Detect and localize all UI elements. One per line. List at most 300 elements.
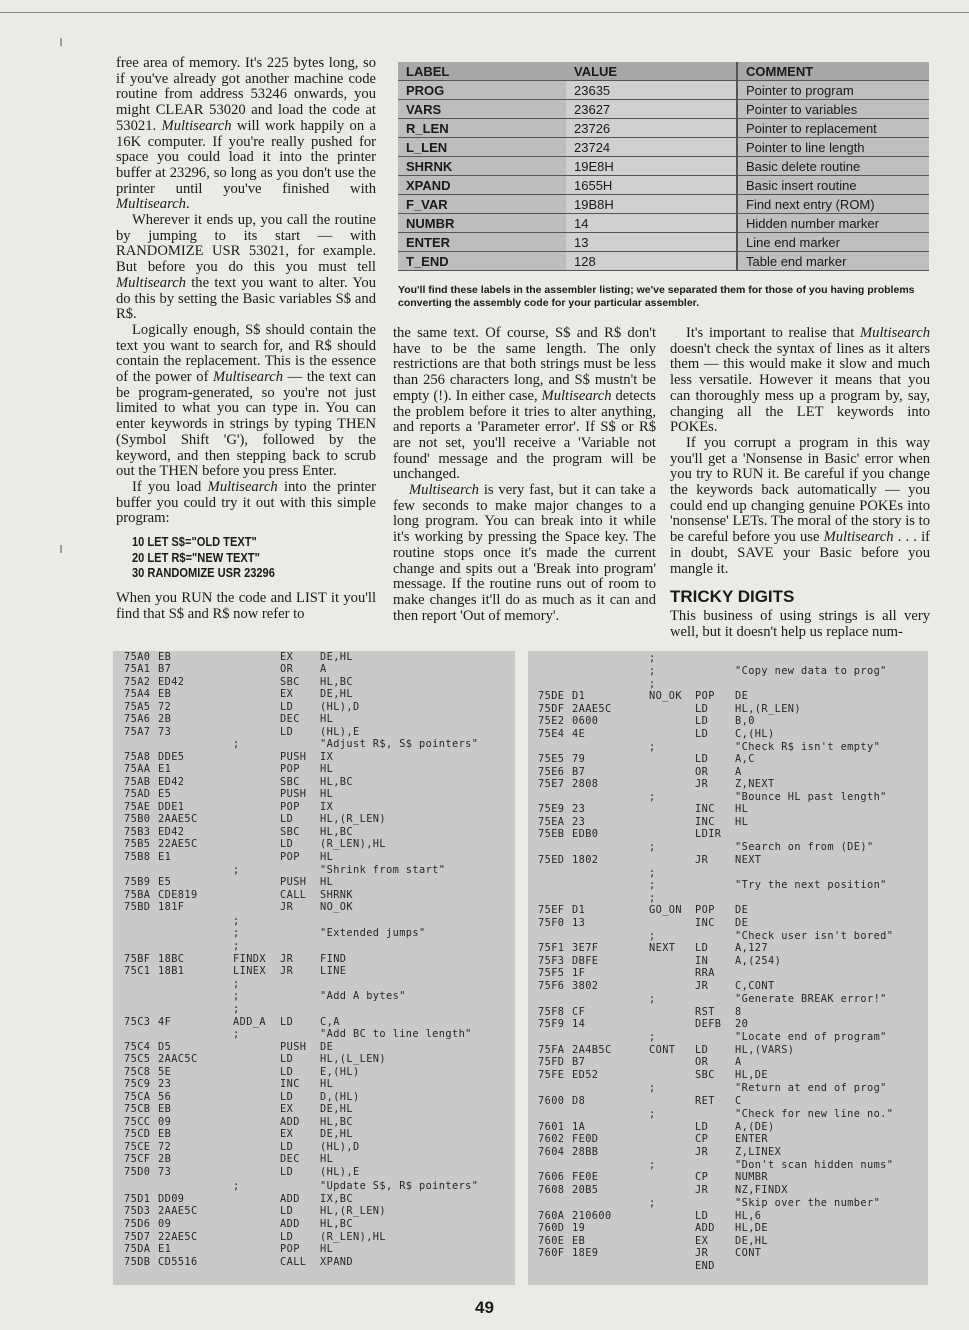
asm-arg: (HL),D — [320, 701, 360, 713]
asm-arg: Z,NEXT — [735, 778, 775, 790]
asm-op: LD — [280, 838, 294, 850]
asm-op: OR — [695, 766, 709, 778]
paragraph: If you load Multisearch into the printer buffer you could try it out with this simple program: — [116, 478, 376, 527]
asm-arg: DE — [735, 917, 749, 929]
asm-addr: 75EB — [538, 828, 565, 840]
margin-mark — [60, 545, 62, 553]
label-cell: F_VAR — [398, 195, 566, 214]
header-value: VALUE — [566, 62, 737, 81]
paragraph: This business of using strings is all very well, but it doesn't help us replace num- — [670, 608, 930, 640]
asm-arg: (HL),E — [320, 1166, 360, 1178]
asm-hex: 18BC — [158, 953, 185, 965]
asm-op: ADD — [280, 1116, 300, 1128]
asm-arg: XPAND — [320, 1256, 353, 1268]
asm-hex: 1A — [572, 1121, 586, 1133]
asm-hex: 20B5 — [572, 1184, 599, 1196]
asm-op: PUSH — [280, 788, 307, 800]
asm-hex: 3E7F — [572, 942, 599, 954]
asm-hex: 14 — [572, 1018, 586, 1030]
asm-arg: "Try the next position" — [735, 879, 887, 891]
asm-addr: 7604 — [538, 1146, 565, 1158]
asm-arg: NEXT — [735, 854, 762, 866]
asm-addr: 760A — [538, 1210, 565, 1222]
asm-arg: A,(DE) — [735, 1121, 775, 1133]
asm-addr: 75AB — [124, 776, 151, 788]
paragraph: Wherever it ends up, you call the routine by jumping to its start — with RANDOMIZE USR 53021, for example. But before you do this you must tell Multisearch the text you want to alter. You do this by setting the Basic variables S$ and R$. — [116, 212, 376, 323]
asm-label: ; — [649, 652, 656, 664]
asm-addr: 75C9 — [124, 1078, 151, 1090]
asm-arg: A — [735, 1056, 742, 1068]
asm-label: ; — [233, 990, 240, 1002]
asm-op: SBC — [280, 776, 300, 788]
asm-hex: 4E — [572, 728, 586, 740]
asm-op: EX — [280, 1103, 294, 1115]
asm-hex: DBFE — [572, 955, 599, 967]
assembler-labels-table — [398, 62, 929, 271]
asm-arg: HL — [320, 713, 334, 725]
asm-op: PUSH — [280, 751, 307, 763]
asm-addr: 75A0 — [124, 651, 151, 663]
asm-op: OR — [695, 1056, 709, 1068]
asm-arg: HL,(R_LEN) — [320, 813, 386, 825]
asm-addr: 75A6 — [124, 713, 151, 725]
asm-arg: "Bounce HL past length" — [735, 791, 887, 803]
asm-arg: DE — [320, 1041, 334, 1053]
asm-hex: 73 — [158, 1166, 172, 1178]
asm-arg: (HL),E — [320, 726, 360, 738]
asm-arg: C,(HL) — [735, 728, 775, 740]
asm-arg: A,(254) — [735, 955, 782, 967]
asm-hex: ED42 — [158, 776, 185, 788]
asm-addr: 75A8 — [124, 751, 151, 763]
asm-hex: 0600 — [572, 715, 599, 727]
asm-addr: 75B8 — [124, 851, 151, 863]
asm-addr: 75F5 — [538, 967, 565, 979]
paragraph: the same text. Of course, S$ and R$ don't have to be the same length. The only restrictions are that both strings must be less than 256 characters long, and S$ mustn't be empty (!). In either case, Multisearch detects the problem before it tries to alter anything, and reports a 'Parameter error'. If S$ or R$ are not set, you'll receive a 'Variable not found' message and the program will be unchanged. — [393, 325, 656, 483]
asm-op: JR — [695, 980, 709, 992]
table-row — [398, 138, 929, 157]
asm-arg: "Check R$ isn't empty" — [735, 741, 881, 753]
asm-label: ; — [649, 1159, 656, 1171]
asm-arg: HL,6 — [735, 1210, 762, 1222]
asm-hex: 2AAE5C — [158, 1205, 198, 1217]
asm-op: JR — [695, 778, 709, 790]
page-number: 49 — [475, 1298, 494, 1317]
asm-op: RRA — [695, 967, 715, 979]
asm-label: ; — [649, 841, 656, 853]
asm-arg: IX — [320, 751, 334, 763]
asm-label: ; — [649, 1031, 656, 1043]
asm-op: ADD — [280, 1218, 300, 1230]
asm-hex: CD5516 — [158, 1256, 198, 1268]
asm-hex: DDE1 — [158, 801, 185, 813]
comment-cell: Pointer to program — [737, 81, 929, 100]
label-cell: R_LEN — [398, 119, 566, 138]
asm-op: EX — [695, 1235, 709, 1247]
paragraph: If you corrupt a program in this way you'll get a 'Nonsense in Basic' error when you try to RUN it. Be careful if you change the keywords back automatically — you could end up changing genuine POKEs into 'nonsense' LETs. The moral of the story is to be careful before you use Multisearch . . . if in doubt, SAVE your Basic before you mangle it. — [670, 434, 930, 577]
label-cell: ENTER — [398, 233, 566, 252]
asm-arg: DE,HL — [735, 1235, 768, 1247]
paragraph: When you RUN the code and LIST it you'll find that S$ and R$ now refer to — [116, 590, 376, 623]
asm-addr: 75C8 — [124, 1066, 151, 1078]
asm-label: ; — [649, 1197, 656, 1209]
text-column-3 — [670, 326, 930, 641]
asm-op: LD — [280, 1141, 294, 1153]
asm-op: DEC — [280, 1153, 300, 1165]
asm-label: CONT — [649, 1044, 676, 1056]
asm-arg: DE — [735, 690, 749, 702]
asm-addr: 75D7 — [124, 1231, 151, 1243]
asm-label: ; — [649, 1108, 656, 1120]
margin-mark — [60, 38, 62, 46]
asm-hex: 5E — [158, 1066, 172, 1078]
asm-addr: 75AD — [124, 788, 151, 800]
asm-addr: 75D6 — [124, 1218, 151, 1230]
asm-label: ; — [233, 1003, 240, 1015]
asm-hex: 2B — [158, 713, 172, 725]
asm-op: LD — [695, 1044, 709, 1056]
asm-addr: 75C5 — [124, 1053, 151, 1065]
value-cell: 23726 — [566, 119, 737, 138]
asm-hex: E1 — [158, 763, 172, 775]
asm-addr: 75E7 — [538, 778, 565, 790]
table-row — [398, 195, 929, 214]
asm-label: LINEX — [233, 965, 266, 977]
asm-addr: 75DB — [124, 1256, 151, 1268]
asm-hex: 2AAE5C — [572, 703, 612, 715]
asm-op: INC — [695, 816, 715, 828]
asm-op: EX — [280, 1128, 294, 1140]
asm-hex: 181F — [158, 901, 185, 913]
asm-arg: DE,HL — [320, 688, 353, 700]
asm-arg: "Adjust R$, S$ pointers" — [320, 738, 479, 750]
asm-hex: 18E9 — [572, 1247, 599, 1259]
asm-op: LD — [695, 728, 709, 740]
asm-label: ; — [649, 892, 656, 904]
asm-hex: 18B1 — [158, 965, 185, 977]
asm-arg: HL — [320, 1078, 334, 1090]
asm-addr: 75F0 — [538, 917, 565, 929]
asm-addr: 75C4 — [124, 1041, 151, 1053]
asm-hex: 4F — [158, 1016, 172, 1028]
asm-label: ; — [649, 678, 656, 690]
asm-arg: B,0 — [735, 715, 755, 727]
asm-op: EX — [280, 651, 294, 663]
label-cell: PROG — [398, 81, 566, 100]
asm-addr: 75CD — [124, 1128, 151, 1140]
asm-hex: 23 — [158, 1078, 172, 1090]
asm-arg: LINE — [320, 965, 347, 977]
asm-addr: 75C1 — [124, 965, 151, 977]
asm-op: LD — [695, 1210, 709, 1222]
asm-op: CP — [695, 1133, 709, 1145]
asm-arg: HL — [320, 851, 334, 863]
asm-arg: Z,LINEX — [735, 1146, 782, 1158]
asm-op: EX — [280, 688, 294, 700]
asm-label: NO_OK — [649, 690, 682, 702]
asm-label: ; — [233, 940, 240, 952]
asm-arg: DE — [735, 904, 749, 916]
comment-cell: Line end marker — [737, 233, 929, 252]
asm-hex: D1 — [572, 904, 586, 916]
asm-addr: 7601 — [538, 1121, 565, 1133]
asm-hex: EB — [158, 1103, 172, 1115]
asm-op: LD — [280, 1091, 294, 1103]
asm-addr: 75BA — [124, 889, 151, 901]
asm-label: ; — [649, 930, 656, 942]
asm-op: JR — [280, 965, 294, 977]
asm-addr: 75A2 — [124, 676, 151, 688]
asm-op: LD — [280, 1231, 294, 1243]
asm-hex: D8 — [572, 1095, 586, 1107]
asm-addr: 75CE — [124, 1141, 151, 1153]
asm-arg: C,CONT — [735, 980, 775, 992]
asm-arg: "Generate BREAK error!" — [735, 993, 887, 1005]
asm-hex: E5 — [158, 788, 172, 800]
asm-op: ADD — [695, 1222, 715, 1234]
asm-op: LD — [280, 1205, 294, 1217]
asm-op: LD — [695, 753, 709, 765]
asm-op: LD — [695, 942, 709, 954]
top-rule — [0, 0, 969, 13]
value-cell: 19E8H — [566, 157, 737, 176]
asm-hex: 19 — [572, 1222, 586, 1234]
asm-op: POP — [280, 763, 300, 775]
table-row — [398, 100, 929, 119]
asm-op: DEFB — [695, 1018, 722, 1030]
asm-addr: 7602 — [538, 1133, 565, 1145]
asm-op: RET — [695, 1095, 715, 1107]
asm-arg: DE,HL — [320, 1103, 353, 1115]
asm-op: LD — [280, 1166, 294, 1178]
asm-hex: 72 — [158, 701, 172, 713]
asm-hex: 1802 — [572, 854, 599, 866]
asm-hex: 2AAE5C — [158, 813, 198, 825]
asm-label: ; — [649, 1082, 656, 1094]
asm-arg: (HL),D — [320, 1141, 360, 1153]
asm-op: JR — [695, 854, 709, 866]
asm-hex: CF — [572, 1006, 586, 1018]
asm-addr: 760F — [538, 1247, 565, 1259]
asm-hex: D5 — [158, 1041, 172, 1053]
asm-label: ; — [649, 665, 656, 677]
asm-addr: 75DE — [538, 690, 565, 702]
program-line: 20 LET R$="NEW TEXT" — [132, 550, 260, 565]
table-caption: You'll find these labels in the assembler listing; we've separated them for those of you having problems converting the assembly code for your particular assembler. — [398, 284, 915, 309]
asm-hex: ED42 — [158, 676, 185, 688]
asm-op: END — [695, 1260, 715, 1272]
asm-op: LD — [280, 1066, 294, 1078]
asm-op: LD — [280, 813, 294, 825]
asm-addr: 7608 — [538, 1184, 565, 1196]
value-cell: 23627 — [566, 100, 737, 119]
value-cell: 14 — [566, 214, 737, 233]
asm-op: PUSH — [280, 1041, 307, 1053]
value-cell: 1655H — [566, 176, 737, 195]
asm-hex: 1F — [572, 967, 586, 979]
asm-label: ; — [233, 978, 240, 990]
asm-arg: DE,HL — [320, 651, 353, 663]
asm-arg: HL,BC — [320, 826, 353, 838]
comment-cell: Pointer to variables — [737, 100, 929, 119]
asm-hex: B7 — [158, 663, 172, 675]
asm-arg: "Copy new data to prog" — [735, 665, 887, 677]
asm-arg: DE,HL — [320, 1128, 353, 1140]
asm-label: ; — [649, 879, 656, 891]
asm-hex: 22AE5C — [158, 838, 198, 850]
asm-addr: 760D — [538, 1222, 565, 1234]
asm-addr: 75B3 — [124, 826, 151, 838]
asm-arg: HL,(R_LEN) — [735, 703, 801, 715]
asm-hex: 2808 — [572, 778, 599, 790]
asm-addr: 75CF — [124, 1153, 151, 1165]
text-column-1 — [116, 56, 376, 623]
asm-hex: DDE5 — [158, 751, 185, 763]
asm-arg: A — [320, 663, 327, 675]
asm-arg: "Check for new line no." — [735, 1108, 894, 1120]
asm-hex: 28BB — [572, 1146, 599, 1158]
comment-cell: Pointer to replacement — [737, 119, 929, 138]
asm-addr: 75AA — [124, 763, 151, 775]
asm-hex: FE0D — [572, 1133, 599, 1145]
program-line: 30 RANDOMIZE USR 23296 — [132, 565, 275, 580]
asm-arg: HL — [320, 788, 334, 800]
asm-op: LD — [695, 715, 709, 727]
asm-op: RST — [695, 1006, 715, 1018]
asm-addr: 75DA — [124, 1243, 151, 1255]
text-column-2 — [393, 326, 656, 624]
asm-op: POP — [280, 801, 300, 813]
asm-arg: HL,(R_LEN) — [320, 1205, 386, 1217]
asm-label: ; — [233, 864, 240, 876]
asm-arg: "Locate end of program" — [735, 1031, 887, 1043]
asm-arg: "Don't scan hidden nums" — [735, 1159, 894, 1171]
asm-label: ; — [649, 867, 656, 879]
asm-op: SBC — [695, 1069, 715, 1081]
asm-hex: E1 — [158, 851, 172, 863]
asm-arg: "Skip over the number" — [735, 1197, 881, 1209]
asm-op: JR — [695, 1184, 709, 1196]
section-heading: TRICKY DIGITS — [670, 587, 795, 607]
asm-op: POP — [695, 904, 715, 916]
label-cell: XPAND — [398, 176, 566, 195]
asm-op: CALL — [280, 889, 307, 901]
asm-addr: 75E5 — [538, 753, 565, 765]
table-header-row — [398, 62, 929, 81]
asm-arg: 20 — [735, 1018, 749, 1030]
asm-arg: C — [735, 1095, 742, 1107]
asm-arg: "Add A bytes" — [320, 990, 406, 1002]
value-cell: 13 — [566, 233, 737, 252]
asm-addr: 75C3 — [124, 1016, 151, 1028]
asm-hex: DD09 — [158, 1193, 185, 1205]
asm-op: LDIR — [695, 828, 722, 840]
asm-arg: "Update S$, R$ pointers" — [320, 1180, 479, 1192]
comment-cell: Table end marker — [737, 252, 929, 271]
asm-hex: 3802 — [572, 980, 599, 992]
asm-label: ; — [233, 1180, 240, 1192]
asm-addr: 75B5 — [124, 838, 151, 850]
asm-addr: 75CC — [124, 1116, 151, 1128]
asm-op: SBC — [280, 676, 300, 688]
asm-label: ; — [649, 741, 656, 753]
asm-arg: NUMBR — [735, 1171, 768, 1183]
asm-op: LD — [280, 1016, 294, 1028]
label-cell: L_LEN — [398, 138, 566, 157]
asm-arg: HL — [735, 803, 749, 815]
asm-op: LD — [280, 1053, 294, 1065]
asm-arg: E,(HL) — [320, 1066, 360, 1078]
asm-hex: EB — [572, 1235, 586, 1247]
asm-op: POP — [280, 1243, 300, 1255]
asm-hex: 2AAC5C — [158, 1053, 198, 1065]
asm-hex: EDB0 — [572, 828, 599, 840]
comment-cell: Find next entry (ROM) — [737, 195, 929, 214]
asm-op: OR — [280, 663, 294, 675]
asm-op: JR — [695, 1247, 709, 1259]
asm-op: ADD — [280, 1193, 300, 1205]
value-cell: 23635 — [566, 81, 737, 100]
asm-addr: 75DF — [538, 703, 565, 715]
asm-hex: FE0E — [572, 1171, 599, 1183]
asm-op: CP — [695, 1171, 709, 1183]
asm-op: POP — [280, 851, 300, 863]
asm-addr: 75CB — [124, 1103, 151, 1115]
asm-op: SBC — [280, 826, 300, 838]
table-row — [398, 157, 929, 176]
table-row — [398, 233, 929, 252]
asm-arg: "Extended jumps" — [320, 927, 426, 939]
asm-label: ADD_A — [233, 1016, 266, 1028]
asm-arg: FIND — [320, 953, 347, 965]
asm-addr: 7600 — [538, 1095, 565, 1107]
table-row — [398, 81, 929, 100]
asm-addr: 75A7 — [124, 726, 151, 738]
asm-addr: 75A4 — [124, 688, 151, 700]
asm-arg: HL — [320, 763, 334, 775]
asm-arg: "Search on from (DE)" — [735, 841, 874, 853]
table-row — [398, 214, 929, 233]
asm-hex: 23 — [572, 816, 586, 828]
asm-addr: 75FE — [538, 1069, 565, 1081]
comment-cell: Basic insert routine — [737, 176, 929, 195]
assembly-listing-left — [113, 651, 515, 1285]
asm-hex: E5 — [158, 876, 172, 888]
asm-arg: (R_LEN),HL — [320, 838, 386, 850]
asm-hex: 210600 — [572, 1210, 612, 1222]
asm-label: ; — [233, 1028, 240, 1040]
asm-label: NEXT — [649, 942, 676, 954]
paragraph: free area of memory. It's 225 bytes long, so if you've already got another machine code routine from address 53246 onwards, you might CLEAR 53020 and load the code at 53021. Multisearch will work happily on a 16K computer. If you're really pushed for space you could load it into the printer buffer at 23296, so long as you don't use the printer until you've finished with Multisearch. — [116, 55, 376, 213]
asm-op: JR — [280, 901, 294, 913]
asm-arg: NO_OK — [320, 901, 353, 913]
asm-label: FINDX — [233, 953, 266, 965]
asm-arg: C,A — [320, 1016, 340, 1028]
asm-op: LD — [280, 726, 294, 738]
asm-arg: HL,BC — [320, 776, 353, 788]
asm-label: ; — [233, 915, 240, 927]
asm-op: CALL — [280, 1256, 307, 1268]
asm-addr: 75F1 — [538, 942, 565, 954]
asm-hex: 73 — [158, 726, 172, 738]
asm-arg: HL,BC — [320, 1218, 353, 1230]
asm-arg: HL,(L_LEN) — [320, 1053, 386, 1065]
asm-op: IN — [695, 955, 709, 967]
asm-arg: IX,BC — [320, 1193, 353, 1205]
asm-op: DEC — [280, 713, 300, 725]
asm-arg: A — [735, 766, 742, 778]
asm-hex: B7 — [572, 1056, 586, 1068]
